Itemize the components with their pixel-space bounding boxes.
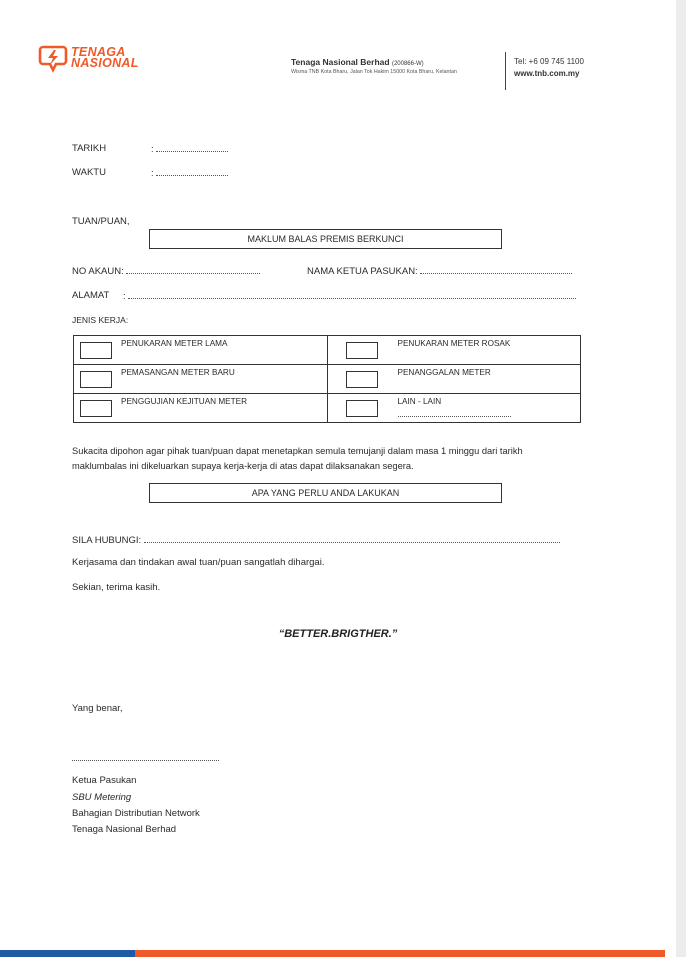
company-website: www.tnb.com.my [514, 69, 580, 78]
nama-ketua-field[interactable] [307, 265, 572, 277]
waktu-colon: : [151, 168, 154, 179]
waktu-blank [156, 167, 228, 176]
checkbox[interactable] [346, 342, 378, 359]
job-option-pemasangan-meter-baru[interactable] [74, 365, 328, 394]
sekian-line: Sekian, terima kasih. [72, 582, 161, 593]
thanks-line: Kerjasama dan tindakan awal tuan/puan sangatlah dihargai. [72, 557, 325, 568]
no-akaun-label: NO AKAUN: [72, 266, 124, 277]
no-akaun-blank [126, 265, 260, 274]
header-divider [505, 52, 506, 90]
table-row [74, 365, 581, 394]
notice-title-box: MAKLUM BALAS PREMIS BERKUNCI [149, 229, 502, 249]
lain-lain-blank[interactable] [398, 416, 511, 417]
no-akaun-field[interactable] [72, 265, 260, 277]
table-row [74, 394, 581, 423]
tnb-lightning-logo-icon [38, 44, 68, 74]
company-reg: (200866-W) [391, 61, 424, 67]
sila-hubungi-blank [144, 534, 560, 543]
signature-line[interactable] [72, 760, 219, 761]
checkbox[interactable] [346, 400, 378, 417]
job-option-penukaran-meter-lama[interactable] [74, 336, 328, 365]
action-title-box: APA YANG PERLU ANDA LAKUKAN [149, 483, 502, 503]
job-label: PENUKARAN METER ROSAK [397, 339, 511, 348]
page-edge-shadow [676, 0, 686, 957]
signatory-unit: SBU Metering [72, 792, 132, 803]
job-label: LAIN - LAIN [397, 397, 442, 406]
paragraph-line-2: maklumbalas ini dikeluarkan supaya kerja-kerja di atas dapat dilaksanakan segera. [72, 461, 414, 471]
job-option-lain-lain[interactable] [327, 394, 581, 423]
tarikh-blank [156, 143, 228, 152]
tarikh-label: TARIKH [72, 143, 107, 154]
alamat-field[interactable] [123, 290, 576, 302]
jenis-kerja-label: JENIS KERJA: [72, 315, 129, 325]
salutation: TUAN/PUAN, [72, 216, 130, 227]
alamat-blank [128, 290, 576, 299]
slogan: “BETTER.BRIGTHER.” [278, 628, 398, 640]
job-option-penukaran-meter-rosak[interactable] [327, 336, 581, 365]
footer-bar-orange [135, 950, 665, 957]
job-option-penggujian-kejituan-meter[interactable] [74, 394, 328, 423]
tarikh-colon: : [151, 144, 154, 155]
company-name-text: Tenaga Nasional Berhad [291, 57, 390, 67]
signatory-title: Ketua Pasukan [72, 775, 137, 786]
job-label: PENGGUJIAN KEJITUAN METER [121, 397, 248, 406]
nama-ketua-label: NAMA KETUA PASUKAN: [307, 266, 418, 277]
logo-wordmark [71, 47, 139, 69]
job-label: PEMASANGAN METER BARU [121, 368, 235, 377]
company-tel: Tel: +6 09 745 1100 [514, 57, 584, 66]
footer-bar-blue [0, 950, 135, 957]
job-label: PENUKARAN METER LAMA [121, 339, 228, 348]
signatory-company: Tenaga Nasional Berhad [72, 824, 177, 835]
logo-line1: TENAGA [71, 45, 126, 59]
paragraph-line-1: Sukacita dipohon agar pihak tuan/puan dapat menetapkan semula temujanji dalam masa 1 minggu dari tarikh [72, 446, 523, 456]
sila-hubungi-field[interactable] [72, 534, 560, 546]
job-option-penanggalan-meter[interactable] [327, 365, 581, 394]
nama-ketua-blank [420, 265, 572, 274]
checkbox[interactable] [346, 371, 378, 388]
waktu-field[interactable] [151, 167, 228, 179]
checkbox[interactable] [80, 342, 112, 359]
job-label: PENANGGALAN METER [397, 368, 491, 377]
checkbox[interactable] [80, 371, 112, 388]
tarikh-field[interactable] [151, 143, 228, 155]
waktu-label: WAKTU [72, 167, 106, 178]
instruction-paragraph [72, 444, 592, 474]
signatory-division: Bahagian Distributian Network [72, 808, 200, 819]
company-address: Wisma TNB Kota Bharu, Jalan Tok Hakim 15000 Kota Bharu, Kelantan [291, 69, 457, 75]
table-row [74, 336, 581, 365]
job-type-table [73, 335, 581, 423]
checkbox[interactable] [80, 400, 112, 417]
yang-benar: Yang benar, [72, 703, 123, 714]
company-name [291, 57, 424, 67]
sila-hubungi-label: SILA HUBUNGI: [72, 535, 142, 546]
logo-line2: NASIONAL [71, 56, 139, 70]
alamat-label: ALAMAT [72, 290, 110, 301]
alamat-colon: : [123, 291, 126, 302]
